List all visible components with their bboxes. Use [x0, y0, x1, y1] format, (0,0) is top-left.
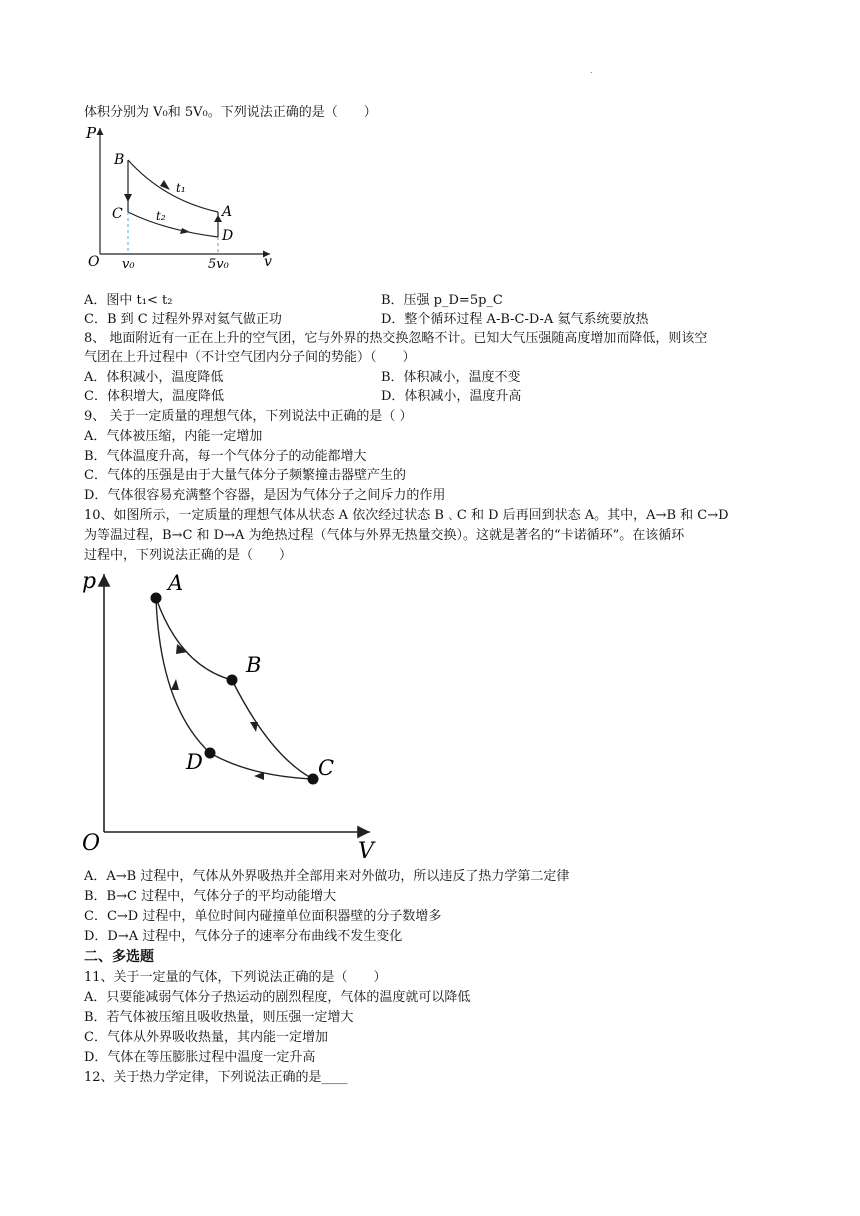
- q8-stem-line1: 8、 地面附近有一正在上升的空气团，它与外界的热交换忽略不计。已知大气压强随高度增加而降低，则该空: [84, 331, 708, 346]
- q7-stem-tail: 体积分别为 V₀和 5V₀。下列说法正确的是（ ）: [84, 105, 377, 120]
- q10-label-a: A: [168, 571, 184, 595]
- q10-label-b: B: [246, 653, 262, 677]
- q9-option-c: C．气体的压强是由于大量气体分子频繁撞击器壁产生的: [84, 468, 406, 483]
- q10-curve-da: [156, 598, 210, 753]
- q7-label-p: P: [86, 124, 97, 142]
- q7-label-d: D: [222, 228, 234, 244]
- q7-arrow-bc: [124, 194, 132, 202]
- q10-point-b: [227, 675, 238, 686]
- q8-option-a: A．体积减小，温度降低: [84, 370, 224, 385]
- q10-curve-bc: [232, 680, 313, 779]
- q10-stem-line3: 过程中，下列说法正确的是（ ）: [84, 548, 293, 563]
- section-heading: 二、多选题: [84, 949, 154, 965]
- q7-arrow-da: [214, 215, 222, 222]
- q7-label-a: A: [222, 204, 233, 220]
- q12-stem: 12、关于热力学定律，下列说法正确的是____: [84, 1070, 348, 1085]
- q8-stem-line2: 气团在上升过程中（不计空气团内分子间的势能）（ ）: [84, 350, 416, 365]
- q7-curve-t2: [128, 212, 218, 237]
- q7-label-t1: t₁: [176, 181, 186, 195]
- q10-option-b: B．B→C 过程中，气体分子的平均动能增大: [84, 889, 337, 904]
- q7-label-c: C: [112, 206, 123, 222]
- q9-option-b: B．气体温度升高，每一个气体分子的动能都增大: [84, 449, 367, 464]
- q7-tick-5v0: 5v₀: [208, 257, 229, 272]
- q7-figure: [84, 122, 284, 272]
- q11-option-a: A．只要能减弱气体分子热运动的剧烈程度，气体的温度就可以降低: [84, 990, 471, 1005]
- q9-stem: 9、 关于一定质量的理想气体，下列说法中正确的是（ ）: [84, 409, 413, 424]
- q10-label-p: p: [82, 569, 97, 594]
- q7-option-a: A．图中 t₁< t₂: [84, 293, 173, 308]
- q11-option-d: D．气体在等压膨胀过程中温度一定升高: [84, 1050, 316, 1065]
- q7-label-b: B: [114, 152, 125, 168]
- q10-label-c: C: [318, 756, 335, 780]
- q10-point-c: [308, 774, 319, 785]
- q11-option-b: B．若气体被压缩且吸收热量，则压强一定增大: [84, 1010, 354, 1025]
- q10-point-a: [151, 593, 162, 604]
- q10-curve-ab: [156, 598, 232, 680]
- q7-tick-v0: v₀: [122, 257, 135, 272]
- q7-option-b: B．压强 p_D=5p_C: [381, 293, 503, 308]
- q7-label-v: v: [264, 254, 272, 270]
- q10-arrow-cd: [254, 772, 264, 780]
- q7-option-d: D．整个循环过程 A-B-C-D-A 氦气系统要放热: [381, 312, 649, 327]
- q10-label-origin: O: [82, 831, 101, 856]
- header-mark: .: [590, 66, 593, 75]
- q7-arrow-cd: [180, 228, 190, 234]
- q9-option-d: D．气体很容易充满整个容器，是因为气体分子之间斥力的作用: [84, 488, 446, 503]
- q10-option-c: C．C→D 过程中，单位时间内碰撞单位面积器壁的分子数增多: [84, 909, 442, 924]
- q10-label-d: D: [186, 750, 203, 774]
- q11-stem: 11、关于一定量的气体，下列说法正确的是（ ）: [84, 970, 387, 985]
- q10-figure: [80, 566, 380, 866]
- q11-option-c: C．气体从外界吸收热量，其内能一定增加: [84, 1030, 328, 1045]
- q8-option-b: B．体积减小，温度不变: [381, 370, 521, 385]
- q10-option-a: A．A→B 过程中，气体从外界吸热并全部用来对外做功，所以违反了热力学第二定律: [84, 869, 570, 884]
- q10-option-d: D．D→A 过程中，气体分子的速率分布曲线不发生变化: [84, 929, 403, 944]
- q10-stem-line2: 为等温过程，B→C 和 D→A 为绝热过程（气体与外界无热量交换）。这就是著名的“卡诺循环”。在该循环: [84, 528, 685, 543]
- q7-label-t2: t₂: [156, 209, 166, 223]
- q10-arrow-bc: [250, 722, 258, 732]
- q10-arrow-da: [171, 679, 179, 690]
- q7-option-c: C．B 到 C 过程外界对氦气做正功: [84, 312, 282, 327]
- q10-label-v: V: [358, 839, 374, 864]
- q8-option-c: C．体积增大，温度降低: [84, 389, 224, 404]
- q9-option-a: A．气体被压缩，内能一定增加: [84, 429, 263, 444]
- q7-label-origin: O: [88, 254, 100, 270]
- q8-option-d: D．体积减小，温度升高: [381, 389, 522, 404]
- q7-curve-t1: [128, 160, 218, 212]
- q10-stem-line1: 10、如图所示，一定质量的理想气体从状态 A 依次经过状态 B﹑C 和 D 后再回到状态 A。其中，A→B 和 C→D: [84, 508, 729, 523]
- q10-point-d: [205, 748, 216, 759]
